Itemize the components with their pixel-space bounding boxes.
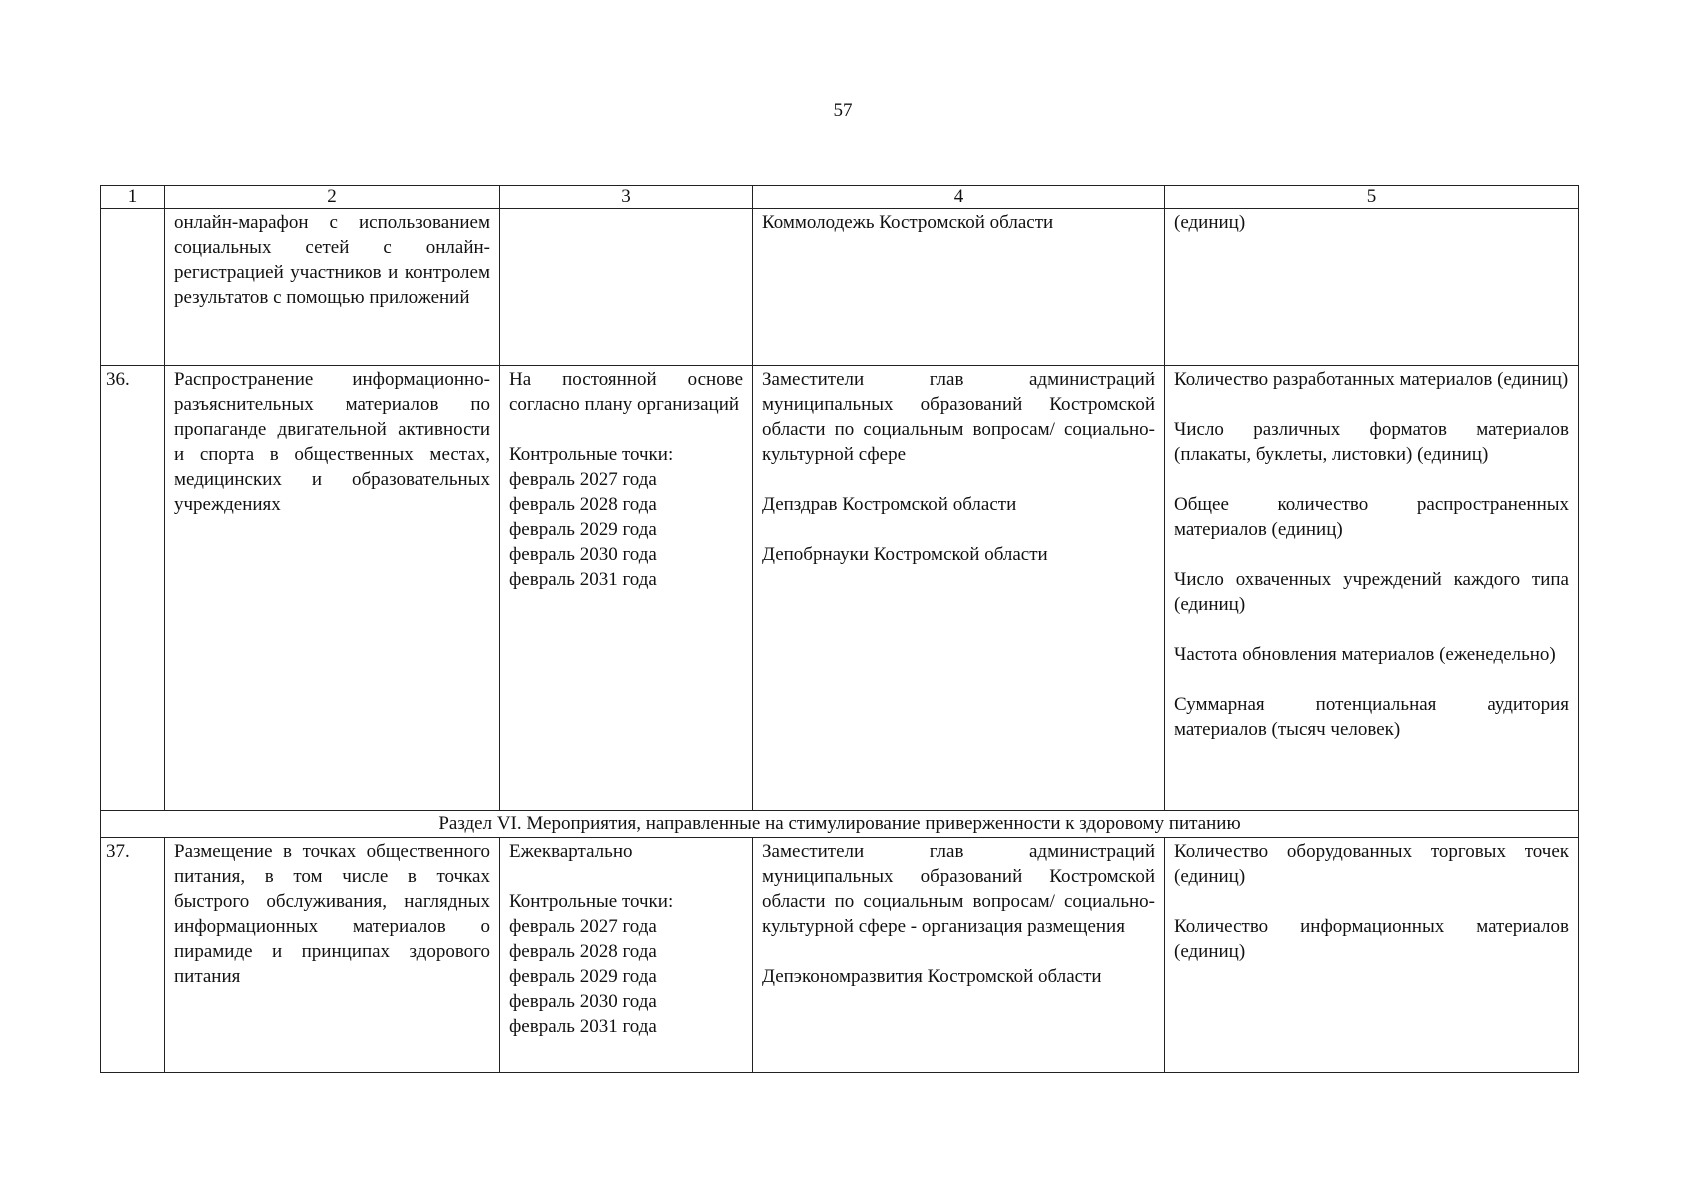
responsible-cell [753, 838, 1165, 1073]
deadline-text: На постоянной основе согласно плану организаций [509, 369, 743, 415]
responsible-entry: Депздрав Костромской области [762, 494, 1017, 515]
table-row-36 [101, 366, 1579, 811]
deadline-cell [500, 209, 753, 366]
section-heading-row [101, 811, 1579, 838]
measure-description: онлайн-марафон с использованием социальных сетей с онлайн-регистрацией участников и контролем результатов с помощью приложений [165, 209, 500, 366]
indicator-entry: Число охваченных учреждений каждого типа (единиц) [1174, 569, 1569, 615]
indicator-entry: Число различных форматов материалов (плакаты, буклеты, листовки) (единиц) [1174, 419, 1569, 465]
control-point-date: февраль 2029 года [509, 966, 657, 987]
header-cell-2: 2 [165, 186, 500, 209]
indicator-cell: (единиц) [1165, 209, 1579, 366]
control-point-date: февраль 2030 года [509, 544, 657, 565]
row-number-cell [101, 209, 165, 366]
indicator-cell [1165, 366, 1579, 811]
header-cell-5: 5 [1165, 186, 1579, 209]
measure-description: Размещение в точках общественного питания, в том числе в точках быстрого обслуживания, наглядных информационных материалов о пирамиде и принципах здорового питания [165, 838, 500, 1073]
control-point-date: февраль 2028 года [509, 941, 657, 962]
indicator-entry: Общее количество распространенных материалов (единиц) [1174, 494, 1569, 540]
header-cell-1: 1 [101, 186, 165, 209]
indicator-entry: Суммарная потенциальная аудитория материалов (тысяч человек) [1174, 694, 1569, 740]
deadline-text: Ежеквартально [509, 841, 633, 862]
control-point-date: февраль 2028 года [509, 494, 657, 515]
indicator-cell [1165, 838, 1579, 1073]
header-row [101, 186, 1579, 209]
responsible-cell [753, 366, 1165, 811]
indicator-entry: Количество разработанных материалов (единиц) [1174, 369, 1569, 390]
header-cell-3: 3 [500, 186, 753, 209]
indicator-entry: Количество информационных материалов (единиц) [1174, 916, 1569, 962]
control-point-date: февраль 2030 года [509, 991, 657, 1012]
control-point-date: февраль 2029 года [509, 519, 657, 540]
responsible-cell: Коммолодежь Костромской области [753, 209, 1165, 366]
indicator-entry: Частота обновления материалов (еженедельно) [1174, 644, 1556, 665]
header-cell-4: 4 [753, 186, 1165, 209]
indicator-entry: Количество оборудованных торговых точек (единиц) [1174, 841, 1569, 887]
row-number: 37. [101, 838, 165, 1073]
responsible-entry: Депобрнауки Костромской области [762, 544, 1048, 565]
control-points-label: Контрольные точки: [509, 891, 674, 912]
table-row-37 [101, 838, 1579, 1073]
responsible-entry: Депэкономразвития Костромской области [762, 966, 1102, 987]
page-number: 57 [833, 100, 853, 121]
deadline-cell [500, 838, 753, 1073]
control-point-date: февраль 2031 года [509, 1016, 657, 1037]
deadline-cell [500, 366, 753, 811]
section-title: Раздел VI. Мероприятия, направленные на стимулирование приверженности к здоровому питанию [101, 811, 1579, 838]
control-point-date: февраль 2031 года [509, 569, 657, 590]
row-number: 36. [101, 366, 165, 811]
control-point-date: февраль 2027 года [509, 469, 657, 490]
measure-description: Распространение информационно-разъяснительных материалов по пропаганде двигательной активности и спорта в общественных местах, медицинских и образовательных учреждениях [165, 366, 500, 811]
control-point-date: февраль 2027 года [509, 916, 657, 937]
responsible-entry: Заместители глав администраций муниципальных образований Костромской области по социальным вопросам/ социально-культурной сфере [762, 369, 1155, 465]
responsible-entry: Заместители глав администраций муниципальных образований Костромской области по социальным вопросам/ социально-культурной сфере - организация размещения [762, 841, 1155, 937]
table-row-continuation [101, 209, 1579, 366]
control-points-label: Контрольные точки: [509, 444, 674, 465]
measures-table [100, 185, 1579, 1073]
